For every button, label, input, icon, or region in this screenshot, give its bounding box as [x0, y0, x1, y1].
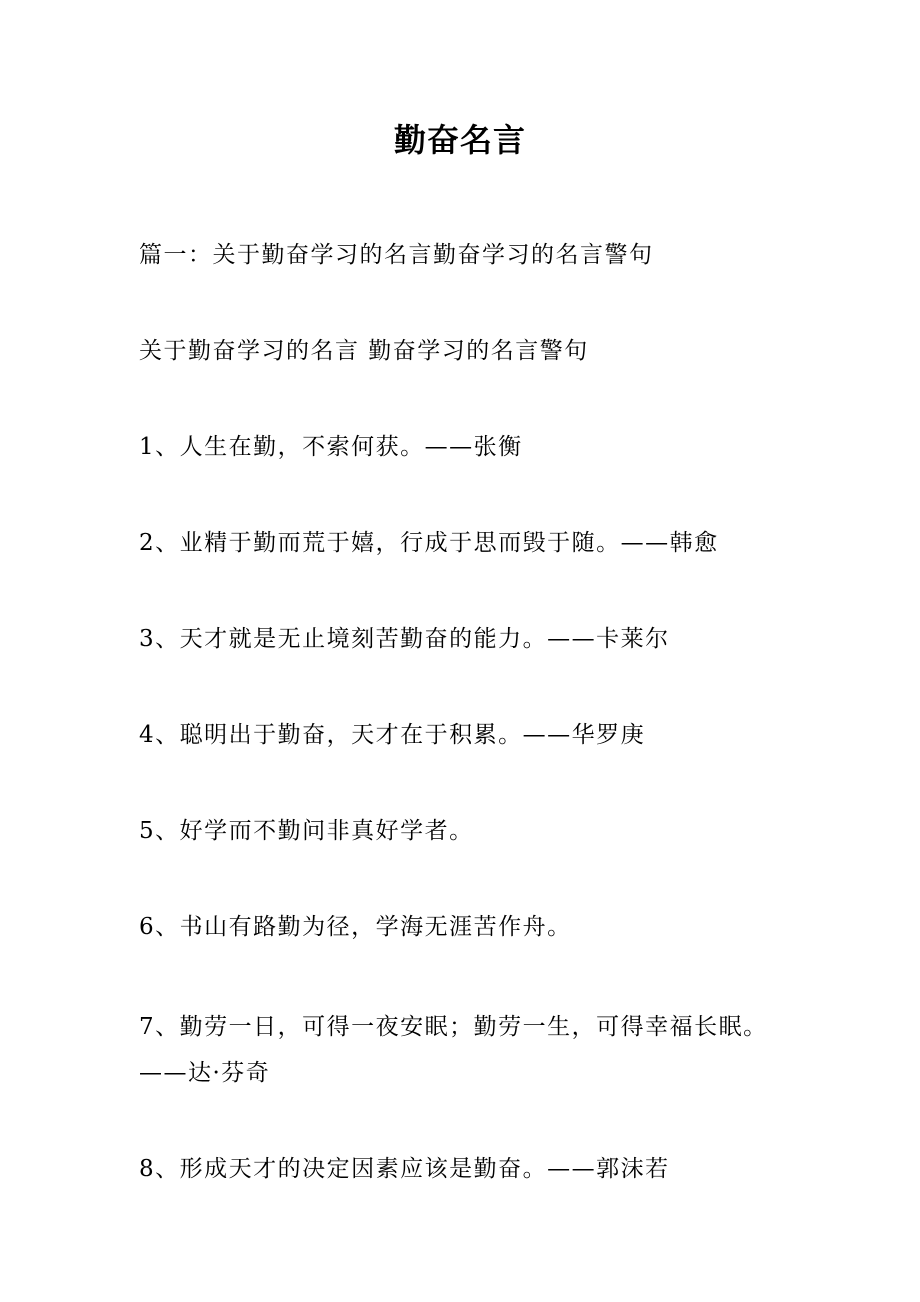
quote-3: 3、天才就是无止境刻苦勤奋的能力。——卡莱尔 — [139, 626, 670, 652]
page-title: 勤奋名言 — [393, 121, 526, 159]
quote-7-attribution: ——达·芬奇 — [139, 1060, 271, 1086]
quote-1: 1、人生在勤，不索何获。——张衡 — [139, 434, 523, 460]
section-heading: 篇一：关于勤奋学习的名言勤奋学习的名言警句 — [139, 242, 654, 268]
quote-7: 7、勤劳一日，可得一夜安眠；勤劳一生，可得幸福长眠。 — [139, 1014, 768, 1040]
quote-8: 8、形成天才的决定因素应该是勤奋。——郭沫若 — [139, 1156, 670, 1182]
quote-6: 6、书山有路勤为径，学海无涯苦作舟。 — [139, 914, 572, 940]
quote-4: 4、聪明出于勤奋，天才在于积累。——华罗庚 — [139, 722, 646, 748]
quote-2: 2、业精于勤而荒于嬉，行成于思而毁于随。——韩愈 — [139, 530, 719, 556]
quote-5: 5、好学而不勤问非真好学者。 — [139, 818, 474, 844]
subheading: 关于勤奋学习的名言 勤奋学习的名言警句 — [139, 338, 589, 364]
